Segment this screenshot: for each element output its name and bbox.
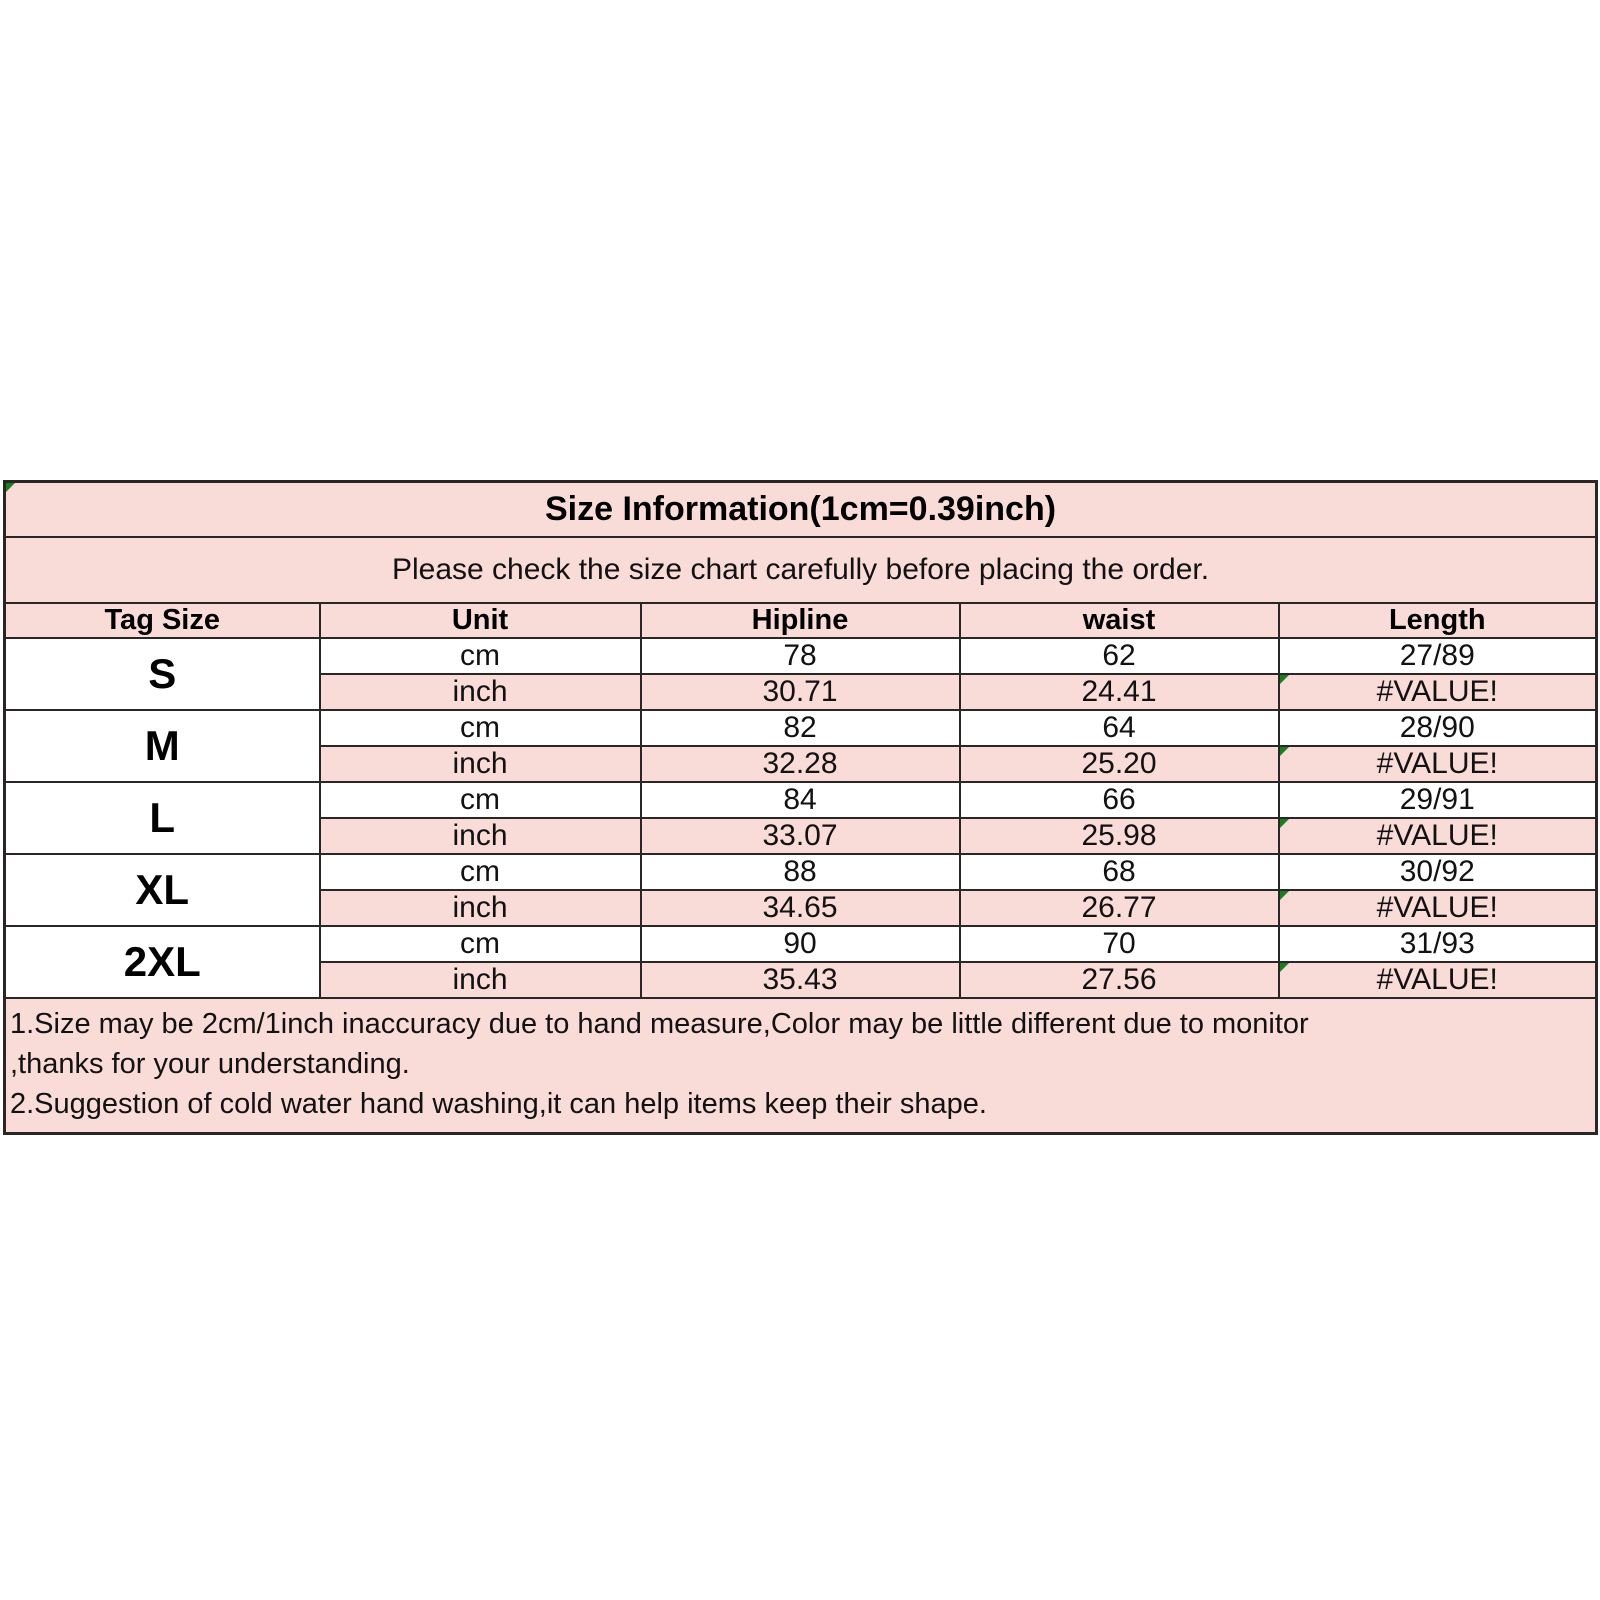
cell-2xl-cm-hipline: 90 <box>641 926 960 962</box>
cell-m-cm-hipline: 82 <box>641 710 960 746</box>
row-s-cm <box>5 638 1597 674</box>
cell-2xl-cm-waist: 70 <box>960 926 1279 962</box>
table-title: Size Information(1cm=0.39inch) <box>544 490 1057 528</box>
excel-error-marker-icon <box>1280 747 1289 756</box>
row-2xl-cm <box>5 926 1597 962</box>
size-chart-wrapper <box>3 480 1597 1135</box>
error-value: #VALUE! <box>1376 675 1498 708</box>
cell-s-cm-waist: 62 <box>960 638 1279 674</box>
unit-cm-label: cm <box>320 854 641 890</box>
cell-2xl-inch-waist: 27.56 <box>960 962 1279 998</box>
cell-l-cm-hipline: 84 <box>641 782 960 818</box>
table-title-cell <box>5 482 1597 538</box>
size-chart-table <box>3 480 1598 1135</box>
excel-error-marker-icon <box>1280 891 1289 900</box>
note-line-2: ,thanks for your understanding. <box>10 1048 410 1080</box>
unit-cm-label: cm <box>320 926 641 962</box>
cell-s-cm-length: 27/89 <box>1279 638 1597 674</box>
cell-2xl-cm-length: 31/93 <box>1279 926 1597 962</box>
col-header-unit: Unit <box>320 603 641 638</box>
col-header-waist: waist <box>960 603 1279 638</box>
cell-xl-inch-waist: 26.77 <box>960 890 1279 926</box>
row-l-cm <box>5 782 1597 818</box>
cell-xl-cm-waist: 68 <box>960 854 1279 890</box>
unit-inch-label: inch <box>320 674 641 710</box>
excel-error-marker-icon <box>1280 819 1289 828</box>
cell-m-cm-length: 28/90 <box>1279 710 1597 746</box>
unit-inch-label: inch <box>320 890 641 926</box>
col-header-hipline: Hipline <box>641 603 960 638</box>
unit-cm-label: cm <box>320 638 641 674</box>
col-header-length: Length <box>1279 603 1597 638</box>
title-row <box>5 482 1597 538</box>
cell-m-inch-length <box>1279 746 1597 782</box>
cell-m-cm-waist: 64 <box>960 710 1279 746</box>
excel-error-marker-icon <box>6 483 15 492</box>
cell-s-inch-hipline: 30.71 <box>641 674 960 710</box>
tag-size-cell-xl: XL <box>5 854 320 926</box>
unit-cm-label: cm <box>320 782 641 818</box>
note-line-1: 1.Size may be 2cm/1inch inaccuracy due to hand measure,Color may be little different due to monitor <box>10 1008 1309 1040</box>
cell-l-inch-length <box>1279 818 1597 854</box>
error-value: #VALUE! <box>1376 891 1498 924</box>
cell-xl-inch-length <box>1279 890 1597 926</box>
cell-m-inch-hipline: 32.28 <box>641 746 960 782</box>
cell-l-inch-waist: 25.98 <box>960 818 1279 854</box>
row-xl-cm <box>5 854 1597 890</box>
excel-error-marker-icon <box>1280 963 1289 972</box>
error-value: #VALUE! <box>1376 819 1498 852</box>
cell-xl-cm-length: 30/92 <box>1279 854 1597 890</box>
cell-s-cm-hipline: 78 <box>641 638 960 674</box>
cell-l-cm-waist: 66 <box>960 782 1279 818</box>
cell-m-inch-waist: 25.20 <box>960 746 1279 782</box>
unit-inch-label: inch <box>320 746 641 782</box>
tag-size-cell-s: S <box>5 638 320 710</box>
note-line-3: 2.Suggestion of cold water hand washing,it can help items keep their shape. <box>10 1088 987 1120</box>
unit-cm-label: cm <box>320 710 641 746</box>
tag-size-cell-2xl: 2XL <box>5 926 320 998</box>
cell-l-inch-hipline: 33.07 <box>641 818 960 854</box>
cell-xl-inch-hipline: 34.65 <box>641 890 960 926</box>
row-m-cm <box>5 710 1597 746</box>
subtitle-row <box>5 537 1597 603</box>
notes-row <box>5 998 1597 1134</box>
error-value: #VALUE! <box>1376 963 1498 996</box>
cell-s-inch-waist: 24.41 <box>960 674 1279 710</box>
notes-cell <box>5 998 1597 1134</box>
cell-s-inch-length <box>1279 674 1597 710</box>
cell-2xl-inch-length <box>1279 962 1597 998</box>
cell-2xl-inch-hipline: 35.43 <box>641 962 960 998</box>
excel-error-marker-icon <box>1280 675 1289 684</box>
unit-inch-label: inch <box>320 962 641 998</box>
col-header-tag-size: Tag Size <box>5 603 320 638</box>
unit-inch-label: inch <box>320 818 641 854</box>
tag-size-cell-m: M <box>5 710 320 782</box>
cell-l-cm-length: 29/91 <box>1279 782 1597 818</box>
table-subtitle: Please check the size chart carefully before placing the order. <box>5 537 1597 603</box>
error-value: #VALUE! <box>1376 747 1498 780</box>
column-header-row <box>5 603 1597 638</box>
tag-size-cell-l: L <box>5 782 320 854</box>
cell-xl-cm-hipline: 88 <box>641 854 960 890</box>
